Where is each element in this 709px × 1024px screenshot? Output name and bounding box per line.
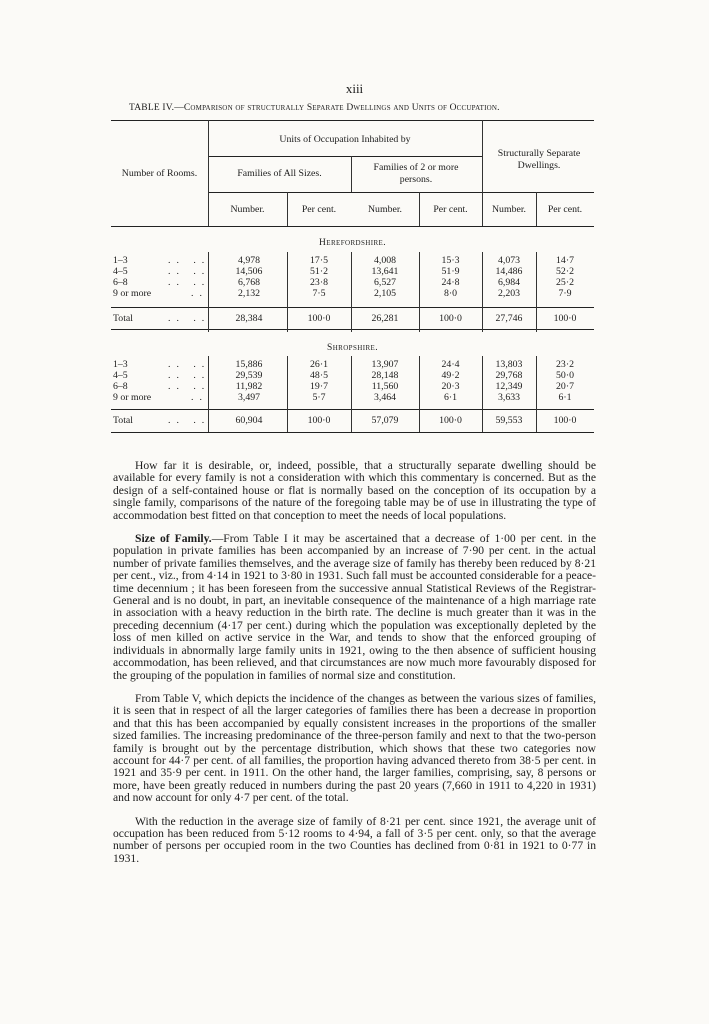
header-families-2plus: Families of 2 or more persons. bbox=[373, 162, 459, 185]
cell: 60,904 bbox=[235, 415, 263, 426]
paragraph: How far it is desirable, or, indeed, possible, that a structurally separate dwelling should be available for every family is not a consideration with which this commentary is concerned. But as the design of a self-contained house or flat is normally based on the conception of its occupation by a single family, comparisons of the nature of the foregoing table may be of use in illustrating the type of accommodation best fitted on that conception to meet the needs of local populations. bbox=[113, 459, 596, 522]
header-families-all: Families of All Sizes. bbox=[237, 168, 322, 179]
cell: 7·9 bbox=[558, 288, 572, 299]
cell: 29,768 bbox=[495, 370, 523, 381]
cell: 20·3 bbox=[441, 381, 460, 392]
cell: 50·0 bbox=[556, 370, 574, 381]
cell: 100·0 bbox=[439, 415, 462, 426]
cell: 49·2 bbox=[441, 370, 460, 381]
cell: 6,527 bbox=[373, 277, 397, 288]
cell: 11,982 bbox=[235, 381, 263, 392]
cell: 3,497 bbox=[237, 392, 261, 403]
cell: 100·0 bbox=[307, 313, 331, 324]
table-row bbox=[111, 359, 594, 370]
table-row bbox=[111, 288, 594, 299]
cell: 5·7 bbox=[312, 392, 326, 403]
row-label: 9 or more bbox=[113, 392, 152, 403]
section-title: Shropshire. bbox=[327, 343, 378, 353]
cell: 11,560 bbox=[371, 381, 399, 392]
header-percent: Per cent. bbox=[301, 204, 337, 215]
cell: 2,203 bbox=[497, 288, 521, 299]
cell: 23·2 bbox=[556, 359, 574, 370]
cell: 100·0 bbox=[307, 415, 331, 426]
header-percent: Per cent. bbox=[433, 204, 468, 215]
cell: 100·0 bbox=[439, 313, 462, 324]
cell: 27,746 bbox=[495, 313, 523, 324]
table-row bbox=[111, 370, 594, 381]
cell: 28,148 bbox=[371, 370, 399, 381]
cell: 26,281 bbox=[371, 313, 399, 324]
cell: 51·9 bbox=[441, 266, 460, 277]
table-row bbox=[111, 277, 594, 288]
cell: 15·3 bbox=[441, 255, 460, 266]
row-label: 4–5 bbox=[113, 266, 128, 277]
cell: 4,008 bbox=[373, 255, 397, 266]
cell: 13,641 bbox=[371, 266, 399, 277]
row-label: Total bbox=[113, 313, 133, 324]
cell: 48·5 bbox=[310, 370, 328, 381]
cell: 24·8 bbox=[441, 277, 460, 288]
cell: 17·5 bbox=[310, 255, 328, 266]
leader-dots: .. bbox=[191, 288, 208, 299]
paragraph bbox=[113, 533, 596, 682]
header-number: Number. bbox=[491, 204, 526, 215]
table-row bbox=[111, 392, 594, 403]
row-label: Total bbox=[113, 415, 133, 426]
cell: 6,984 bbox=[497, 277, 521, 288]
cell: 8·0 bbox=[443, 288, 458, 299]
leader-dots: .. .. bbox=[168, 266, 211, 277]
total-row bbox=[111, 313, 594, 324]
paragraph: With the reduction in the average size of family of 8·21 per cent. since 1921, the average unit of occupation has been reduced from 5·12 rooms to 4·94, a fall of 3·5 per cent. only, so that the average number of persons per occupied room in the two Counties has declined from 0·81 in 1921 to 0·77 in 1931. bbox=[113, 814, 596, 865]
row-label: 1–3 bbox=[113, 359, 128, 370]
leader-dots: .. .. bbox=[168, 313, 211, 324]
paragraph: From Table V, which depicts the incidence of the changes as between the various sizes of families, it is seen that in respect of all the larger categories of families there has been a decrease in proportion and that this has been accompanied by equally consistent increases in the proportions of the smaller sized families. The increasing predominance of the three-person family and next to that the two-person family is brought out by the percentage distribution, which shows that these two categories now account for 44·7 per cent. of all families, the proportion having advanced thereto from 38·5 per cent. in 1921 and 35·9 per cent. in 1911. On the other hand, the larger families, comprising, say, 8 persons or more, have been greatly reduced in numbers during the past 20 years (7,660 in 1911 to 4,220 in 1931) and now account for only 4·7 per cent. of the total. bbox=[113, 691, 596, 805]
leader-dots: .. .. bbox=[168, 277, 211, 288]
cell: 6,768 bbox=[237, 277, 261, 288]
cell: 23·8 bbox=[310, 277, 328, 288]
cell: 19·7 bbox=[310, 381, 328, 392]
cell: 15,886 bbox=[235, 359, 263, 370]
leader-dots: .. bbox=[191, 392, 208, 403]
cell: 3,464 bbox=[373, 392, 397, 403]
cell: 52·2 bbox=[556, 266, 574, 277]
header-units-group: Units of Occupation Inhabited by bbox=[279, 134, 411, 145]
cell: 7·5 bbox=[312, 288, 326, 299]
cell: 57,079 bbox=[371, 415, 399, 426]
cell: 12,349 bbox=[495, 381, 523, 392]
header-structural: Structurally Separate Dwellings. bbox=[497, 148, 581, 171]
header-percent: Per cent. bbox=[547, 204, 583, 215]
cell: 13,803 bbox=[495, 359, 523, 370]
leader-dots: .. .. bbox=[168, 415, 211, 426]
header-number: Number. bbox=[367, 204, 402, 215]
leader-dots: .. .. bbox=[168, 381, 211, 392]
paragraph-heading: Size of Family. bbox=[135, 532, 212, 546]
total-row bbox=[111, 415, 594, 426]
cell: 13,907 bbox=[371, 359, 399, 370]
row-label: 6–8 bbox=[113, 381, 128, 392]
cell: 51·2 bbox=[310, 266, 328, 277]
cell: 6·1 bbox=[443, 392, 458, 403]
cell: 3,633 bbox=[497, 392, 521, 403]
header-number: Number. bbox=[230, 204, 265, 215]
leader-dots: .. .. bbox=[168, 255, 211, 266]
cell: 2,132 bbox=[237, 288, 261, 299]
cell: 14·7 bbox=[556, 255, 574, 266]
header-rooms: Number of Rooms. bbox=[121, 168, 198, 179]
leader-dots: .. .. bbox=[168, 370, 211, 381]
body-text bbox=[113, 460, 596, 876]
cell: 24·4 bbox=[441, 359, 460, 370]
cell: 4,073 bbox=[497, 255, 521, 266]
cell: 100·0 bbox=[553, 313, 577, 324]
cell: 2,105 bbox=[373, 288, 397, 299]
cell: 26·1 bbox=[310, 359, 328, 370]
table-row bbox=[111, 255, 594, 266]
cell: 6·1 bbox=[558, 392, 572, 403]
row-label: 6–8 bbox=[113, 277, 128, 288]
cell: 25·2 bbox=[556, 277, 574, 288]
row-label: 4–5 bbox=[113, 370, 128, 381]
row-label: 1–3 bbox=[113, 255, 128, 266]
cell: 29,539 bbox=[235, 370, 263, 381]
row-label: 9 or more bbox=[113, 288, 152, 299]
table-title: TABLE IV.—Comparison of structurally Separate Dwellings and Units of Occupation. bbox=[129, 103, 500, 113]
cell: 14,486 bbox=[495, 266, 523, 277]
cell: 100·0 bbox=[553, 415, 577, 426]
cell: 4,978 bbox=[237, 255, 261, 266]
table-row bbox=[111, 266, 594, 277]
paragraph-body: —From Table I it may be ascertained that a decrease of 1·00 per cent. in the population in private families has been accompanied by an increase of 7·90 per cent. in the actual number of private families themselves, and the average size of family has thereby been reduced by 8·21 per cent., viz., from 4·14 in 1921 to 3·80 in 1931. Such fall must be accounted considerable for a peace-time decennium ; it has been foreseen from the successive annual Statistical Reviews of the Registrar-General and is no doubt, in part, an inevitable consequence of the maintenance of a high marriage rate in association with a heavy reduction in the birth rate. The decline is much greater than it was in the preceding decennium (4·17 per cent.) during which the population was exceptionally depleted by the loss of men killed on active service in the War, and tends to show that the enforced grouping of individuals in abnormally large family units in 1921, owing to the then absence of sufficient housing accommodation, has been relieved, and that circumstances are now much more favourably disposed for the grouping of the population in families of normal size and constitution. bbox=[113, 532, 596, 682]
leader-dots: .. .. bbox=[168, 359, 211, 370]
cell: 14,506 bbox=[235, 266, 263, 277]
table-row bbox=[111, 381, 594, 392]
page-number: xiii bbox=[345, 81, 364, 96]
cell: 20·7 bbox=[556, 381, 574, 392]
cell: 59,553 bbox=[495, 415, 523, 426]
section-title: Herefordshire. bbox=[319, 238, 386, 248]
cell: 28,384 bbox=[235, 313, 263, 324]
comparison-table bbox=[111, 120, 594, 436]
